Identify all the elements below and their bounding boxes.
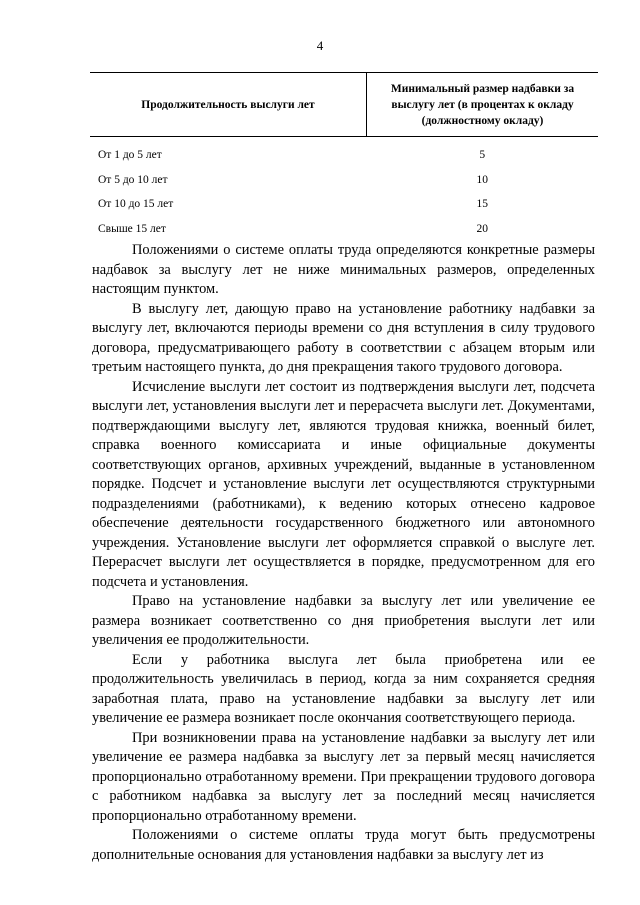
paragraph: Право на установление надбавки за выслугу лет или увеличение ее размера возникает соответственно со дня приобретения выслуги лет или увеличения ее продолжительности.: [92, 593, 595, 648]
period-cell: От 1 до 5 лет: [98, 149, 162, 162]
table-row: [90, 168, 598, 193]
header-min-bonus: Минимальный размер надбавки за выслугу лет (в процентах к окладу (должностному окладу): [367, 73, 599, 137]
period-cell: От 10 до 15 лет: [98, 198, 174, 211]
table-header-row: [90, 73, 598, 137]
paragraph: В выслугу лет, дающую право на установление работнику надбавки за выслугу лет, включаются периоды времени со дня вступления в силу трудового договора, предусматривающего работу в соответствии с абзацем вторым или третьим настоящего пункта, до дня прекращения такого трудового договора.: [92, 300, 595, 375]
service-length-table: [90, 72, 598, 241]
document-body: [92, 241, 595, 865]
table-row: [90, 217, 598, 242]
percent-cell: 10: [476, 173, 488, 186]
paragraph: Если у работника выслуга лет была приобретена или ее продолжительность увеличилась в период, когда за ним сохраняется средняя заработная плата, право на установление надбавки за выслугу лет или увеличение ее размера возникает после окончания соответствующего периода.: [92, 651, 595, 726]
page-number: 4: [316, 38, 324, 53]
paragraph: Положениями о системе оплаты труда определяются конкретные размеры надбавок за выслугу лет не ниже минимальных размеров, определенных настоящим пунктом.: [92, 242, 595, 297]
paragraph: Положениями о системе оплаты труда могут быть предусмотрены дополнительные основания для установления надбавки за выслугу лет из: [92, 827, 595, 863]
percent-cell: 15: [476, 198, 488, 211]
table-row: [90, 137, 598, 168]
paragraph: При возникновении права на установление надбавки за выслугу лет или увеличение ее размера надбавка за выслугу лет за первый месяц начисляется пропорционально отработанному времени. При прекращении трудового договора с работником надбавка за выслугу лет за последний месяц начисляется пропорционально отработанному времени.: [92, 729, 595, 824]
period-cell: Свыше 15 лет: [98, 222, 166, 235]
header-service-length: Продолжительность выслуги лет: [90, 73, 367, 137]
percent-cell: 5: [479, 149, 486, 162]
table-row: [90, 192, 598, 217]
percent-cell: 20: [476, 222, 488, 235]
paragraph: Исчисление выслуги лет состоит из подтверждения выслуги лет, подсчета выслуги лет, установления выслуги лет и перерасчета выслуги лет. Документами, подтверждающими выслугу лет, являются трудовая книжка, военный билет, справка военного комиссариата и иные официальные документы соответствующих органов, архивных учреждений, выданные в установленном порядке. Подсчет и установление выслуги лет осуществляются структурными подразделениями (работниками), к ведению которых отнесено кадровое обеспечение деятельности государственного бюджетного или автономного учреждения. Установление выслуги лет оформляется справкой о выслуге лет. Перерасчет выслуги лет осуществляется в порядке, предусмотренном для его подсчета и установления.: [92, 378, 595, 590]
period-cell: От 5 до 10 лет: [98, 173, 168, 186]
